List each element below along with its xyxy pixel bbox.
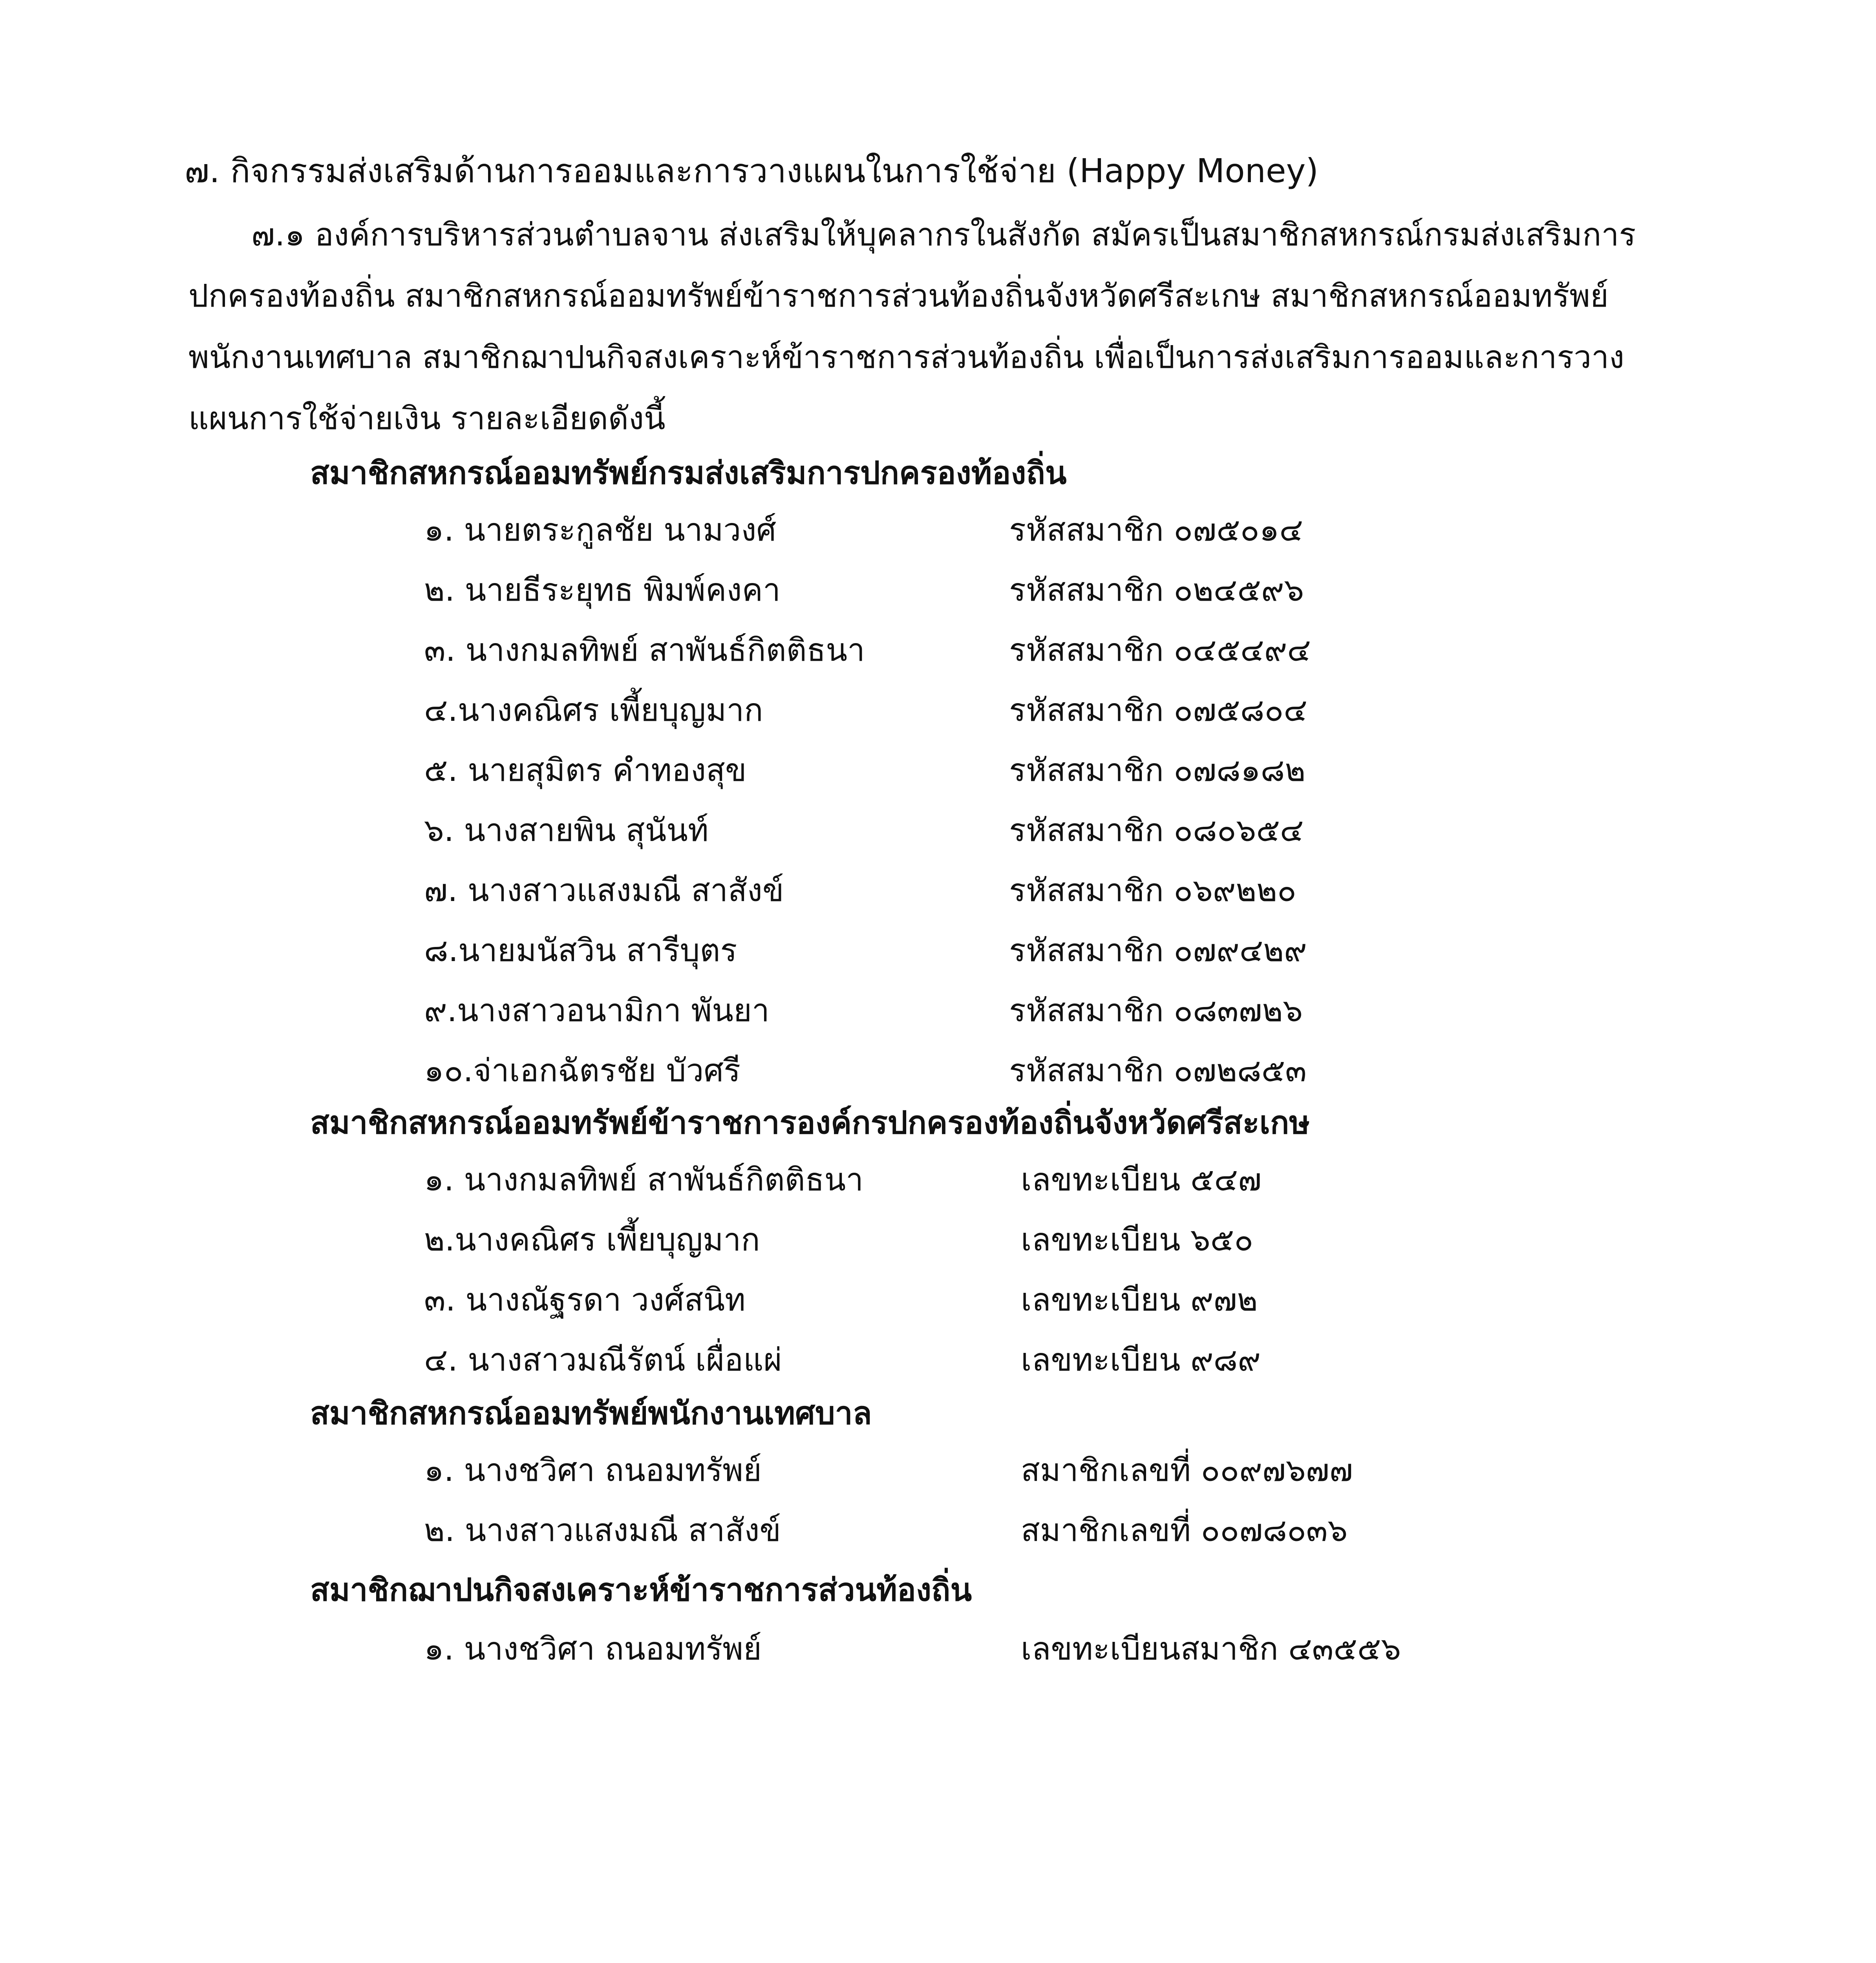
member-name: ๗. นางสาวแสงมณี สาสังข์ bbox=[424, 872, 784, 908]
member-row bbox=[0, 1041, 1876, 1100]
member-name: ๑. นางชวิศา ถนอมทรัพย์ bbox=[424, 1630, 762, 1667]
member-name: ๒.นางคณิศร เพี้ยบุญมาก bbox=[424, 1221, 760, 1258]
member-name: ๑. นายตระกูลชัย นามวงศ์ bbox=[424, 512, 777, 548]
paragraph-line: พนักงานเทศบาล สมาชิกฌาปนกิจสงเคราะห์ข้าราชการส่วนท้องถิ่น เพื่อเป็นการส่งเสริมการออมและการวาง bbox=[188, 339, 1625, 375]
paragraph-line: ๗.๑ องค์การบริหารส่วนตำบลจาน ส่งเสริมให้บุคลากรในสังกัด สมัครเป็นสมาชิกสหกรณ์กรมส่งเสริมการ bbox=[251, 216, 1636, 253]
member-row bbox=[0, 1270, 1876, 1329]
member-name: ๓. นางกมลทิพย์ สาพันธ์กิตติธนา bbox=[424, 632, 865, 668]
member-row bbox=[0, 1210, 1876, 1269]
member-code: รหัสสมาชิก ๐๗๘๑๘๒ bbox=[1009, 752, 1306, 788]
member-row bbox=[0, 1619, 1876, 1678]
member-code: รหัสสมาชิก ๐๗๙๔๒๙ bbox=[1009, 932, 1307, 969]
member-name: ๕. นายสุมิตร คำทองสุข bbox=[424, 752, 747, 788]
section-heading: ๗. กิจกรรมส่งเสริมด้านการออมและการวางแผนในการใช้จ่าย (Happy Money) bbox=[185, 152, 1319, 190]
member-row bbox=[0, 801, 1876, 860]
member-row bbox=[0, 681, 1876, 740]
member-code: สมาชิกเลขที่ ๐๐๗๘๐๓๖ bbox=[1021, 1512, 1348, 1548]
member-name: ๒. นางสาวแสงมณี สาสังข์ bbox=[424, 1512, 781, 1548]
member-name: ๙.นางสาวอนามิกา พันยา bbox=[424, 992, 770, 1029]
member-name: ๓. นางณัฐรดา วงศ์สนิท bbox=[424, 1281, 746, 1318]
member-name: ๑. นางกมลทิพย์ สาพันธ์กิตติธนา bbox=[424, 1161, 864, 1198]
member-code: เลขทะเบียน ๙๘๙ bbox=[1021, 1342, 1261, 1378]
member-row bbox=[0, 741, 1876, 800]
member-code: รหัสสมาชิก ๐๖๙๒๒๐ bbox=[1009, 872, 1296, 908]
member-code: รหัสสมาชิก ๐๗๒๘๕๓ bbox=[1009, 1052, 1307, 1089]
paragraph-line: แผนการใช้จ่ายเงิน รายละเอียดดังนี้ bbox=[188, 400, 666, 437]
member-name: ๖. นางสายพิน สุนันท์ bbox=[424, 812, 709, 848]
member-code: สมาชิกเลขที่ ๐๐๙๗๖๗๗ bbox=[1021, 1452, 1353, 1488]
section-title-municipal-coop: สมาชิกสหกรณ์ออมทรัพย์พนักงานเทศบาล bbox=[310, 1395, 872, 1431]
member-code: เลขทะเบียน ๖๕๐ bbox=[1021, 1221, 1254, 1258]
member-name: ๔.นางคณิศร เพี้ยบุญมาก bbox=[424, 692, 763, 728]
member-name: ๑๐.จ่าเอกฉัตรชัย บัวศรี bbox=[424, 1052, 741, 1089]
intro-paragraph bbox=[188, 204, 1680, 449]
member-code: รหัสสมาชิก ๐๘๐๖๕๔ bbox=[1009, 812, 1304, 848]
section-title-sisaket-coop: สมาชิกสหกรณ์ออมทรัพย์ข้าราชการองค์กรปกครองท้องถิ่นจังหวัดศรีสะเกษ bbox=[310, 1104, 1310, 1141]
member-code: เลขทะเบียนสมาชิก ๔๓๕๕๖ bbox=[1021, 1630, 1401, 1667]
section-title-funeral-welfare: สมาชิกฌาปนกิจสงเคราะห์ข้าราชการส่วนท้องถิ่น bbox=[310, 1572, 972, 1608]
member-name: ๒. นายธีระยุทธ พิมพ์คงคา bbox=[424, 572, 781, 608]
member-row bbox=[0, 1501, 1876, 1560]
member-row bbox=[0, 501, 1876, 559]
section-title-dla-coop: สมาชิกสหกรณ์ออมทรัพย์กรมส่งเสริมการปกครองท้องถิ่น bbox=[310, 455, 1067, 491]
member-row bbox=[0, 561, 1876, 620]
member-name: ๔. นางสาวมณีรัตน์ เผื่อแผ่ bbox=[424, 1342, 782, 1378]
member-row bbox=[0, 861, 1876, 920]
member-code: รหัสสมาชิก ๐๒๔๕๙๖ bbox=[1009, 572, 1304, 608]
member-code: รหัสสมาชิก ๐๔๕๔๙๔ bbox=[1009, 632, 1311, 668]
member-row bbox=[0, 981, 1876, 1040]
member-row bbox=[0, 621, 1876, 680]
member-name: ๑. นางชวิศา ถนอมทรัพย์ bbox=[424, 1452, 762, 1488]
member-row bbox=[0, 1150, 1876, 1209]
member-row bbox=[0, 921, 1876, 980]
member-code: เลขทะเบียน ๕๔๗ bbox=[1021, 1161, 1262, 1198]
member-name: ๘.นายมนัสวิน สารีบุตร bbox=[424, 932, 737, 969]
member-code: รหัสสมาชิก ๐๘๓๗๒๖ bbox=[1009, 992, 1303, 1029]
member-code: เลขทะเบียน ๙๗๒ bbox=[1021, 1281, 1258, 1318]
paragraph-line: ปกครองท้องถิ่น สมาชิกสหกรณ์ออมทรัพย์ข้าราชการส่วนท้องถิ่นจังหวัดศรีสะเกษ สมาชิกสหกรณ์ออมทรัพย์ bbox=[188, 278, 1609, 314]
member-code: รหัสสมาชิก ๐๗๕๘๐๔ bbox=[1009, 692, 1307, 728]
member-code: รหัสสมาชิก ๐๗๕๐๑๔ bbox=[1009, 512, 1303, 548]
member-row bbox=[0, 1441, 1876, 1500]
member-row bbox=[0, 1331, 1876, 1389]
